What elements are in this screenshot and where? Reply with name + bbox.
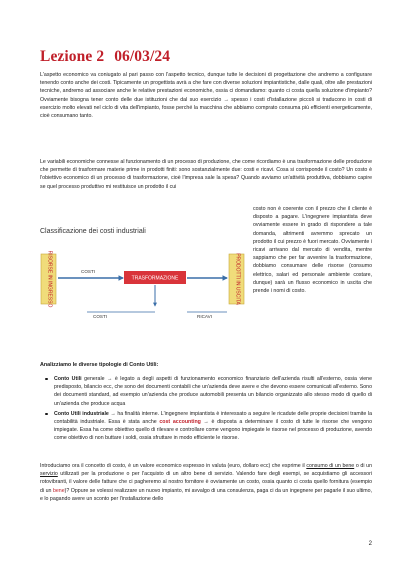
page-number: 2 xyxy=(368,541,372,547)
highlight-keyword: bene xyxy=(52,487,65,494)
text-run: o di un xyxy=(354,463,372,469)
bullet-text: → ha finalità interne. L'ingegnere impiantista è interessato a seguire le ricadute delle proprie decisioni tramite la contabilità industriale. Essa è stata anche xyxy=(54,410,372,426)
bullet-term: Conto Utili xyxy=(54,376,82,382)
bullet-list xyxy=(54,375,372,445)
lesson-title: Lezione 2 xyxy=(40,48,105,65)
bullet-text-continued: → è disposta a determinare il costo di tutte le risorse che vengono impiegate. Essa ha come obiettivo quello di rilevare e controllare come vengono impiegate le risorse nel processo di produzione, avendo come obiettivo di non buttare i soldi, ossia sfruttare in modo efficiente le risorse. xyxy=(54,419,372,442)
paragraph-cost-concept xyxy=(40,462,372,503)
bullet-industrial-account xyxy=(54,410,372,443)
paragraph-intro: L'aspetto economico va coniugato al pari passo con l'aspetto tecnico, dunque tutte le decisioni di progettazione che andremo a configurare tenendo conto anche dei costi. Tipicamente un progettista avrà a che fare con diverse soluzioni impiantistiche, dalle quali, oltre alle prestazioni tecniche, andremo ad associare anche le relative prestazioni economiche, ossia ci domandiamo: quanto ci costa quella soluzione d'impianto? Ovviamente bisogna tener conto delle due istituzioni che dal suo esercizio → spesso i costi d'istallazione piccoli si traducono in costi di esercizio molto elevati nel ciclo di vita dell'impianto, fosse perché la macchina che abbiamo comprato consuma più efficienti energeticamente, cioè consumano tanto. xyxy=(40,72,372,120)
paragraph-economic-variables: Le variabili economiche connesse al funzionamento di un processo di produzione, che come ricordiamo è una trasformazione delle produzione che permette di trasformare materie prime in prodotti finiti: sono sostanzialmente due: costi e ricavi. Cosa si corrisponde il costo? Un costo è l'obiettivo economico di un processo di trasformazione, cioè l'impresa sale la spesa? Quando avviamo un'attività produttiva, dobbiamo capire se quel processo produttivo mi restituisce un prodotto il cui xyxy=(40,159,372,190)
revenues-label: RICAVI xyxy=(197,314,212,319)
bullet-text: generale → è legato a degli aspetti di funzionamento economico finanziario dell'azienda risulti all'esterno, ossia viene predisposto, bilancio ecc, che sono dei documenti contabili che un'azienda deve avere e che devono essere comunicati all'esterno. Sono dei documenti standard, ad esempio un'azienda che produce automobili presenta un bilancio organizzato allo stesso modo di quello di un'azienda che produce acqua xyxy=(54,376,372,407)
text-run: Introduciamo ora il concetto di costo, è un valore economico espresso in valuta (euro, dollaro ecc) che esprime il xyxy=(40,463,307,469)
paragraph-economic-variables-continued: costo non è coerente con il prezzo che il cliente è disposto a pagare. L'ingegnere impiantista deve ovviamente essere in grado di rispondere a tale domanda, altrimenti avremmo sprecato un prodotto il cui prezzo è fuori mercato. Ovviamente i ricavi arrivano dal mercato di vendita, mentre sappiamo che per far avvenire la trasformazione, dobbiamo consumare delle risorse (consumo elettrico, salari ed personale ambiente costare, dunque) sarà un flusso economico in uscita che prende i nomi di costo. xyxy=(253,206,372,295)
output-products-label: PRODOTTI IN USCITA xyxy=(234,253,241,305)
transformation-label: TRASFORMAZIONE xyxy=(131,275,179,282)
input-resources-label: RISORSE IN INGRESSO xyxy=(46,250,53,308)
bullet-general-account xyxy=(54,375,372,408)
text-run: utilizzati per la produzione o per l'acquisto di un altro bene di servizio. Valendo fare degli esempi, se acquistiamo gli accessori rotovibranti, il valore delle fatture che ci pagheremo al nostro fornitore è ovviamente un costo, ossia quanto ci costa quello fornitura (esempio di un xyxy=(40,471,372,494)
cost-classification-diagram xyxy=(37,242,249,332)
bottom-costs-label: COSTI xyxy=(93,314,108,319)
top-costs-label: COSTI xyxy=(81,269,96,274)
text-run: )? Oppure se volessi realizzare un nuovo impianto, mi avvalgo di una consulenza, paga ci da un ingegnere per pagarle il suo ultimo, e lo pagando avere un sconto per l'installazione dello xyxy=(40,487,373,502)
page-title xyxy=(40,48,170,66)
section-heading: Analizziamo le diverse tipologie di Conto Utili: xyxy=(40,362,159,368)
lesson-date: 06/03/24 xyxy=(114,48,171,65)
bullet-term: Conto Utili industriale xyxy=(54,410,109,417)
figure-caption: Classificazione dei costi industriali xyxy=(40,228,146,235)
underlined-term: servizio xyxy=(40,471,58,478)
highlight-keyword: cost accounting xyxy=(159,419,201,426)
underlined-term: consumo di un bene xyxy=(306,463,355,469)
